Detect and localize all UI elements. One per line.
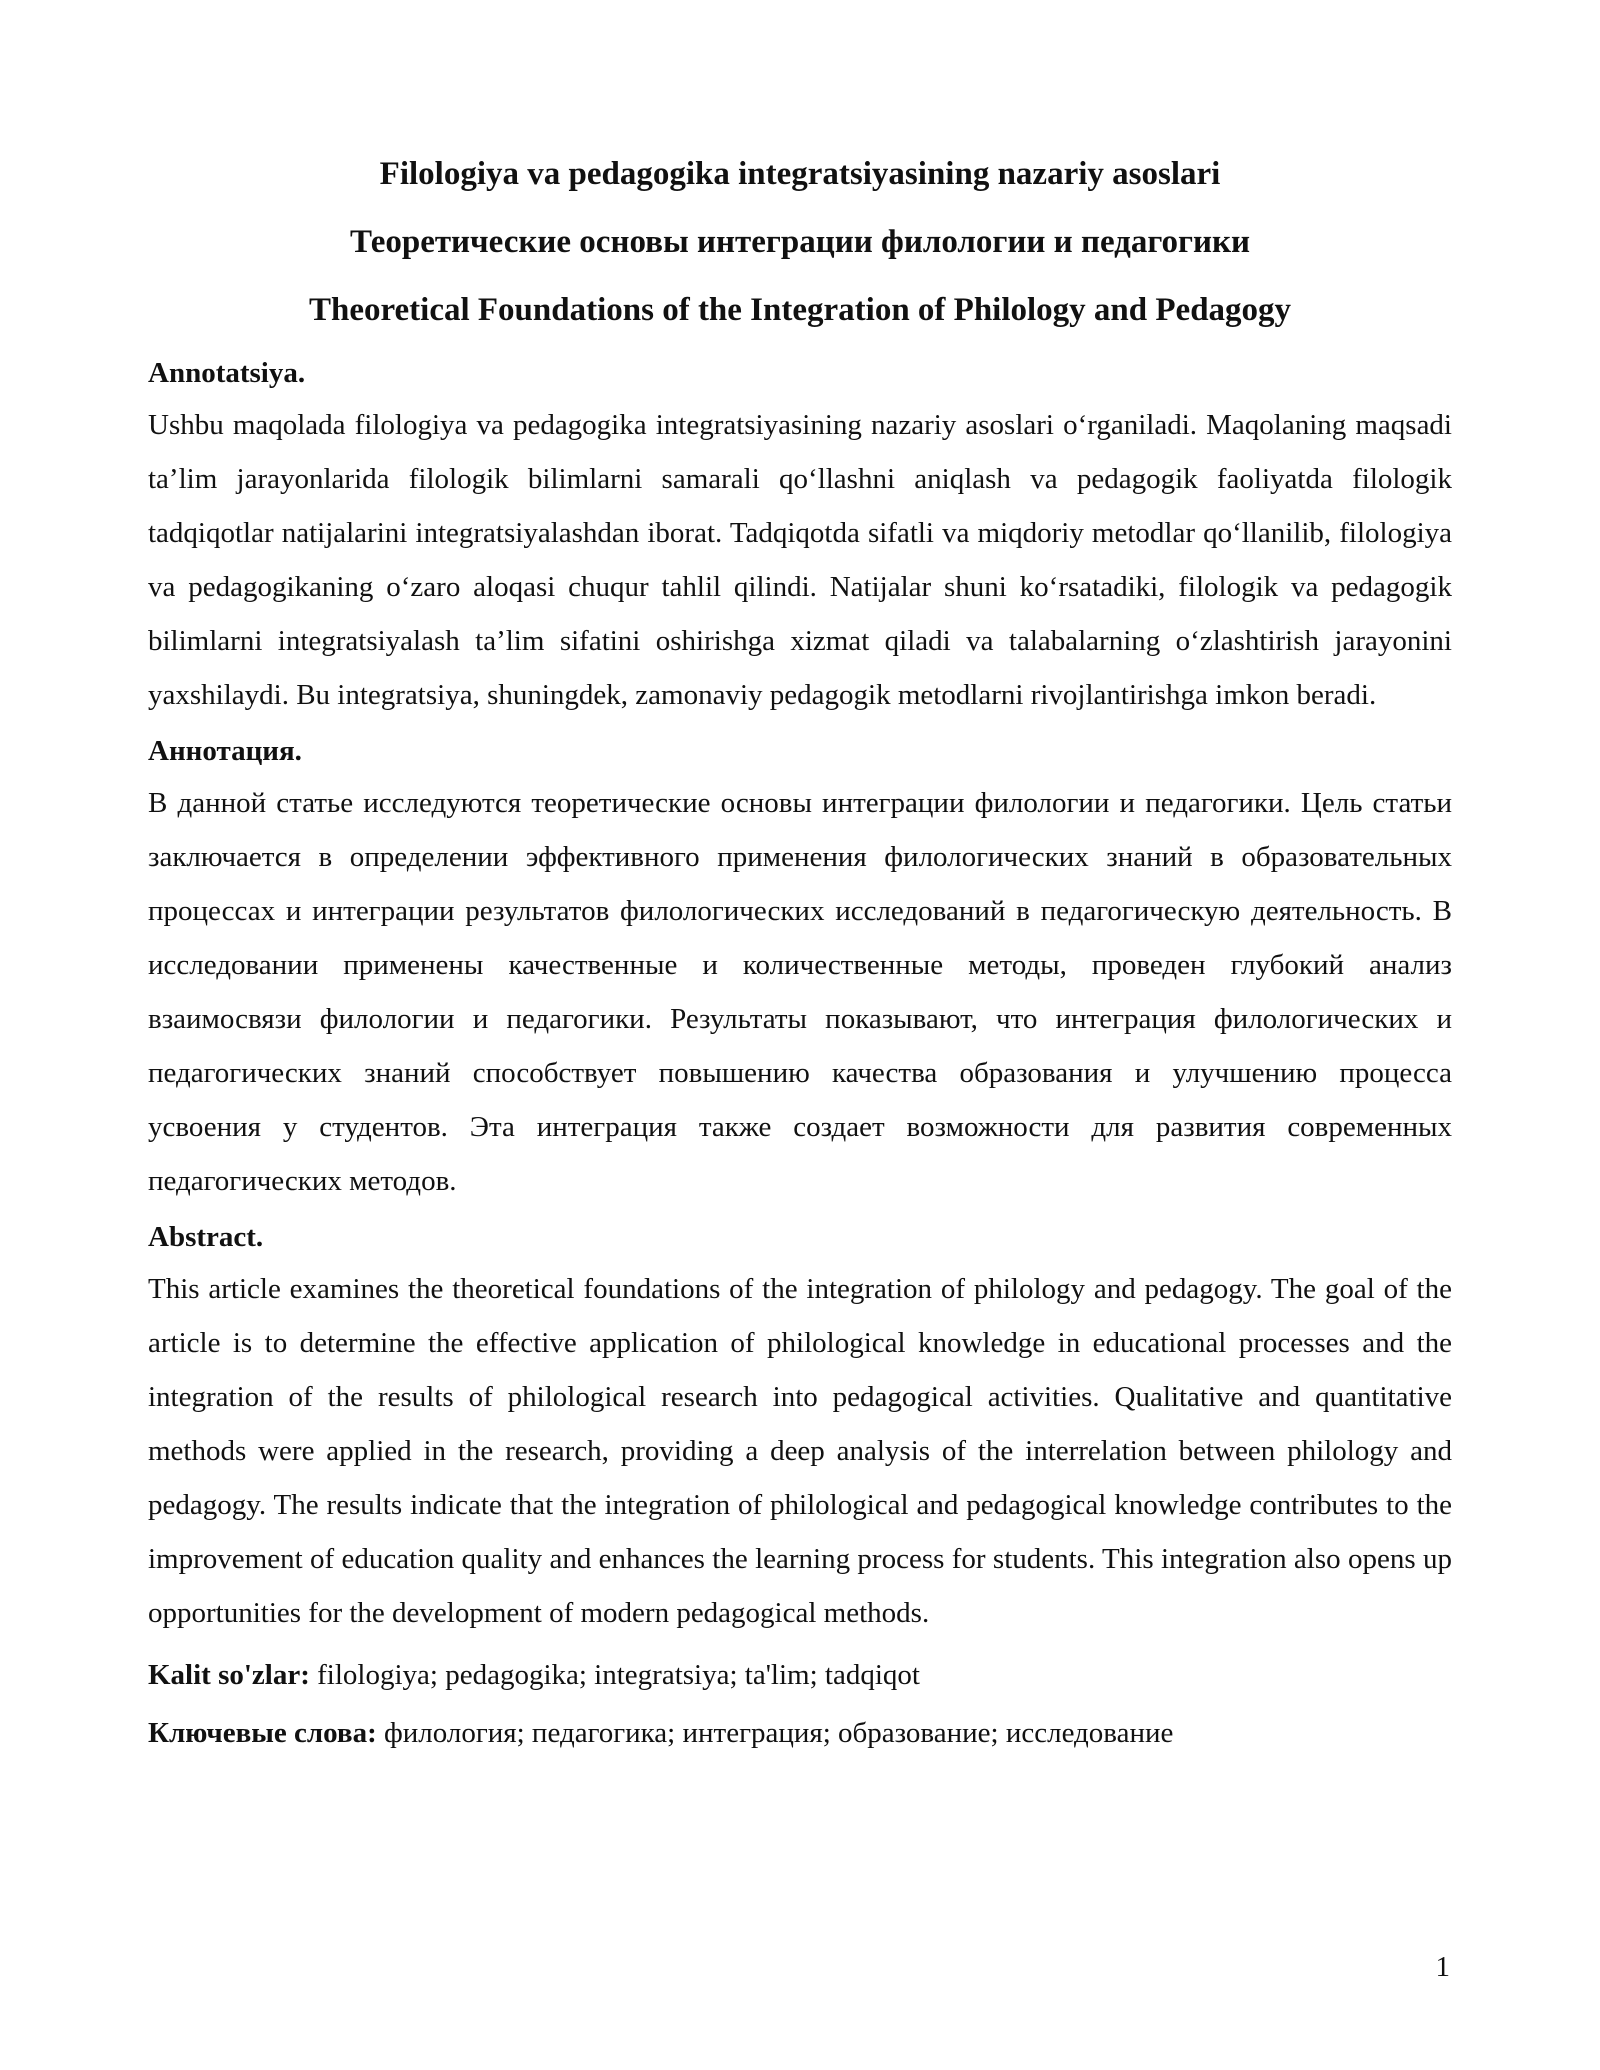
title-uzbek: Filologiya va pedagogika integratsiyasining nazariy asoslari (379, 156, 1221, 192)
document-page (148, 140, 1452, 1752)
keywords-russian-value: филология; педагогика; интеграция; образование; исследование (376, 1717, 1174, 1749)
abstract-english-heading: Abstract. (148, 1221, 264, 1253)
abstract-uzbek-text: Ushbu maqolada filologiya va pedagogika integratsiyasining nazariy asoslari o‘rganiladi. Maqolaning maqsadi ta’lim jarayonlarida filologik bilimlarni samarali qo‘llashni aniqlash va pedagogik faoliyatda filologik tadqiqotlar natijalarini integratsiyalashdan iborat. Tadqiqotda sifatli va miqdoriy metodlar qo‘llanilib, filologiya va pedagogikaning o‘zaro aloqasi chuqur tahlil qilindi. Natijalar shuni ko‘rsatadiki, filologik va pedagogik bilimlarni integratsiyalash ta’lim sifatini oshirishga xizmat qiladi va talabalarning o‘zlashtirish jarayonini yaxshilaydi. Bu integratsiya, shuningdek, zamonaviy pedagogik metodlarni rivojlantirishga imkon beradi. (148, 409, 1452, 711)
keywords-uzbek-value: filologiya; pedagogika; integratsiya; ta'lim; tadqiqot (309, 1659, 920, 1691)
keywords-russian-label: Ключевые слова: (148, 1717, 377, 1749)
keywords-uzbek (148, 1656, 1452, 1694)
keywords-uzbek-label: Kalit so'zlar: (148, 1659, 310, 1691)
title-english: Theoretical Foundations of the Integration of Philology and Pedagogy (308, 292, 1292, 328)
abstract-russian-heading: Аннотация. (148, 735, 302, 767)
page-number: 1 (1435, 1951, 1450, 1983)
abstract-english-text: This article examines the theoretical foundations of the integration of philology and pedagogy. The goal of the article is to determine the effective application of philological knowledge in educational processes and the integration of the results of philological research into pedagogical activities. Qualitative and quantitative methods were applied in the research, providing a deep analysis of the interrelation between philology and pedagogy. The results indicate that the integration of philological and pedagogical knowledge contributes to the improvement of education quality and enhances the learning process for students. This integration also opens up opportunities for the development of modern pedagogical methods. (148, 1273, 1452, 1629)
keywords-russian (148, 1714, 1452, 1752)
abstract-russian-text: В данной статье исследуются теоретические основы интеграции филологии и педагогики. Цель статьи заключается в определении эффективного применения филологических знаний в образовательных процессах и интеграции результатов филологических исследований в педагогическую деятельность. В исследовании применены качественные и количественные методы, проведен глубокий анализ взаимосвязи филологии и педагогики. Результаты показывают, что интеграция филологических и педагогических знаний способствует повышению качества образования и улучшению процесса усвоения у студентов. Эта интеграция также создает возможности для развития современных педагогических методов. (148, 787, 1452, 1197)
abstract-uzbek-heading: Annotatsiya. (148, 357, 306, 389)
title-russian: Теоретические основы интеграции филологии и педагогики (349, 224, 1251, 260)
